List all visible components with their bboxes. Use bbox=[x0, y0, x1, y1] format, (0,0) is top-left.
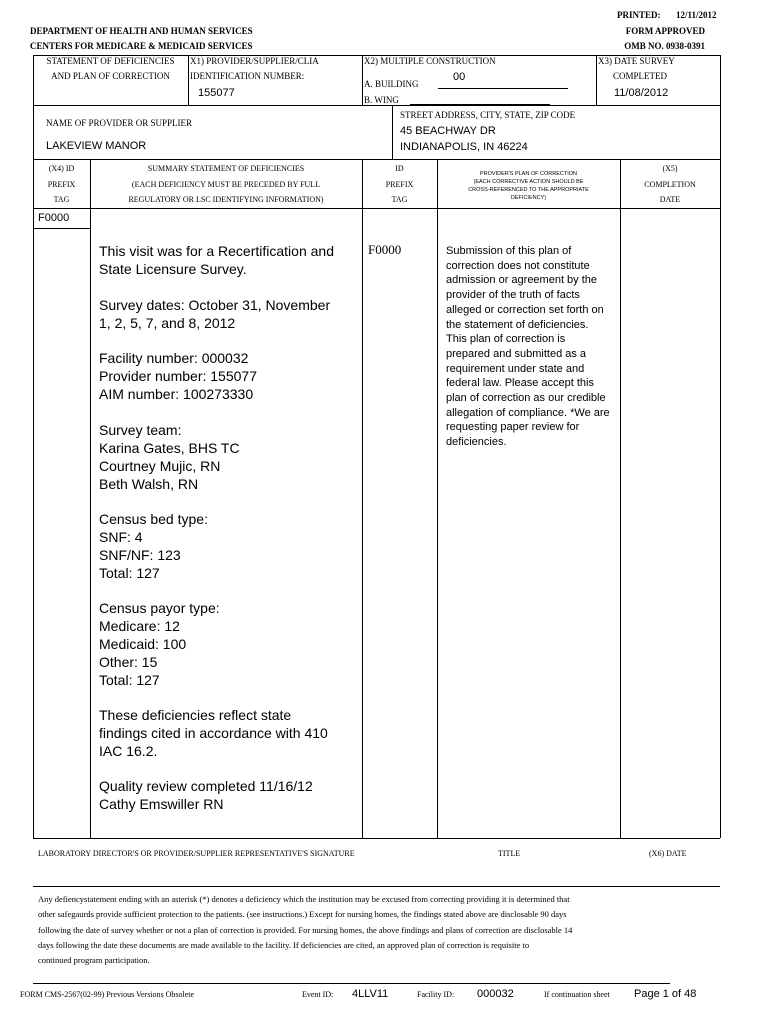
centers-title: CENTERS FOR MEDICARE & MEDICAID SERVICES bbox=[30, 41, 253, 51]
address-line-1: 45 BEACHWAY DR bbox=[400, 125, 496, 137]
form-approved: FORM APPROVED bbox=[625, 26, 705, 36]
frame-bottom-line bbox=[33, 838, 720, 839]
row1-bottom-line bbox=[33, 105, 720, 106]
x4-header-1: (X4) ID bbox=[48, 164, 75, 173]
x1-label-1: X1) PROVIDER/SUPPLIER/CLIA bbox=[190, 56, 319, 66]
printed-label: PRINTED: bbox=[617, 10, 661, 20]
signature-bottom-line bbox=[33, 886, 720, 887]
x2-wing-label: B. WING bbox=[364, 95, 399, 105]
x4-header-2: PREFIX bbox=[47, 180, 76, 189]
x1-identification-value: 155077 bbox=[198, 87, 235, 99]
footer-facility-value: 000032 bbox=[477, 988, 514, 1000]
plan-header-4: DEFICIENCY) bbox=[510, 195, 547, 201]
x3-label-2: COMPLETED bbox=[613, 71, 667, 81]
x4-header-3: TAG bbox=[53, 195, 70, 204]
summary-paragraph-bed-type: Census bed type: SNF: 4 SNF/NF: 123 Total: 127 bbox=[99, 511, 208, 581]
address-line-2: INDIANAPOLIS, IN 46224 bbox=[400, 141, 528, 153]
divider-col-summary bbox=[362, 159, 363, 838]
id-header-3: TAG bbox=[391, 195, 408, 204]
signature-label: LABORATORY DIRECTOR'S OR PROVIDER/SUPPLIER REPRESENTATIVE'S SIGNATURE bbox=[38, 849, 355, 858]
summary-header-1: SUMMARY STATEMENT OF DEFICIENCIES bbox=[147, 164, 305, 173]
row2-bottom-line bbox=[33, 159, 720, 160]
x5-header-3: DATE bbox=[659, 195, 681, 204]
title-label: TITLE bbox=[498, 849, 521, 858]
divider-name-address bbox=[392, 105, 393, 159]
x2-wing-underline bbox=[410, 104, 550, 105]
summary-paragraph-findings: These deficiencies reflect state findings cited in accordance with 410 IAC 16.2. bbox=[99, 707, 328, 759]
omb-number: OMB NO. 0938-0391 bbox=[624, 41, 705, 51]
divider-x1-x2 bbox=[362, 55, 363, 105]
summary-paragraph-quality-review: Quality review completed 11/16/12 Cathy Emswiller RN bbox=[99, 778, 313, 812]
id-header-1: ID bbox=[395, 164, 404, 173]
summary-paragraph-dates: Survey dates: October 31, November 1, 2, 5, 7, and 8, 2012 bbox=[99, 297, 331, 331]
footer-event-value: 4LLV11 bbox=[352, 988, 389, 1000]
plan-header-3: CROSS-REFERENCED TO THE APPROPRIATE bbox=[468, 187, 589, 193]
footer-event-label: Event ID: bbox=[302, 990, 334, 999]
summary-header-2: (EACH DEFICIENCY MUST BE PRECEDED BY FULL bbox=[131, 180, 321, 189]
footer-page-number: Page 1 of 48 bbox=[634, 988, 697, 1000]
frame-right-line bbox=[720, 55, 721, 838]
summary-paragraph-visit: This visit was for a Recertification and State Licensure Survey. bbox=[99, 243, 334, 277]
x2-label: X2) MULTIPLE CONSTRUCTION bbox=[364, 56, 496, 66]
plan-header-2: (EACH CORRECTIVE ACTION SHOULD BE bbox=[473, 179, 584, 185]
divider-col-x4 bbox=[90, 159, 91, 838]
plan-header-1: PROVIDER'S PLAN OF CORRECTION bbox=[479, 171, 577, 177]
x2-building-underline bbox=[438, 88, 568, 89]
printed-date: 12/11/2012 bbox=[676, 10, 717, 20]
summary-header-3: REGULATORY OR LSC IDENTIFYING INFORMATION) bbox=[128, 195, 324, 204]
x5-header-1: (X5) bbox=[662, 164, 678, 173]
x2-building-label: A. BUILDING bbox=[364, 79, 419, 89]
x2-building-value: 00 bbox=[453, 71, 466, 83]
id-header-2: PREFIX bbox=[385, 180, 414, 189]
divider-x2-x3 bbox=[596, 55, 597, 105]
summary-paragraph-team: Survey team: Karina Gates, BHS TC Courtney Mujic, RN Beth Walsh, RN bbox=[99, 422, 240, 492]
disclaimer-text: Any defiencystatement ending with an asterisk (*) denotes a deficiency which the institution may be excused from correcting providing it is determined that other safegaurds provide sufficient protection to the patients. (see instructions.) Except for nursing homes, the findings stated above are disclosable 90 days following the date of survey whether or not a plan of correction is provided. For nursing homes, the above findings and plans of correction are disclosable 14 days following the date these documents are made available to the facility. If deficiencies are cited, an approved plan of correction is requisite to continued program participation. bbox=[38, 894, 573, 966]
footer-form-number: FORM CMS-2567(02-99) Previous Versions Obsolete bbox=[20, 990, 195, 999]
statement-label-1: STATEMENT OF DEFICIENCIES bbox=[46, 56, 175, 66]
tag-left: F0000 bbox=[38, 212, 70, 224]
x3-label-1: X3) DATE SURVEY bbox=[598, 56, 675, 66]
column-header-bottom-line bbox=[33, 208, 720, 209]
plan-of-correction-text: Submission of this plan of correction does not constitute admission or agreement by the provider of the truth of facts alleged or correction set forth on the statement of deficiencies. This plan of correction is prepared and submitted as a requirement under state and federal law. Please accept this plan of correction as our credible allegation of compliance. *We are requesting paper review for deficiencies. bbox=[446, 245, 610, 449]
tag-row-line bbox=[33, 228, 90, 229]
disclaimer-bottom-line bbox=[33, 983, 670, 984]
statement-label-2: AND PLAN OF CORRECTION bbox=[51, 71, 170, 81]
x6-date-label: (X6) DATE bbox=[649, 849, 687, 858]
divider-col-plan bbox=[620, 159, 621, 838]
department-title: DEPARTMENT OF HEALTH AND HUMAN SERVICES bbox=[30, 26, 253, 36]
divider-box1-x1 bbox=[188, 55, 189, 105]
address-label: STREET ADDRESS, CITY, STATE, ZIP CODE bbox=[400, 110, 576, 120]
x1-label-2: IDENTIFICATION NUMBER: bbox=[190, 71, 305, 81]
provider-name-label: NAME OF PROVIDER OR SUPPLIER bbox=[46, 118, 193, 128]
tag-right: F0000 bbox=[368, 242, 402, 257]
summary-paragraph-numbers: Facility number: 000032 Provider number: 155077 AIM number: 100273330 bbox=[99, 350, 257, 402]
footer-continuation: If continuation sheet bbox=[544, 990, 610, 999]
divider-col-id bbox=[437, 159, 438, 838]
summary-paragraph-payor-type: Census payor type: Medicare: 12 Medicaid: 100 Other: 15 Total: 127 bbox=[99, 600, 220, 688]
footer-facility-label: Facility ID: bbox=[417, 990, 455, 999]
x3-date-value: 11/08/2012 bbox=[614, 87, 669, 99]
x5-header-2: COMPLETION bbox=[644, 180, 696, 189]
provider-name-value: LAKEVIEW MANOR bbox=[46, 140, 147, 152]
